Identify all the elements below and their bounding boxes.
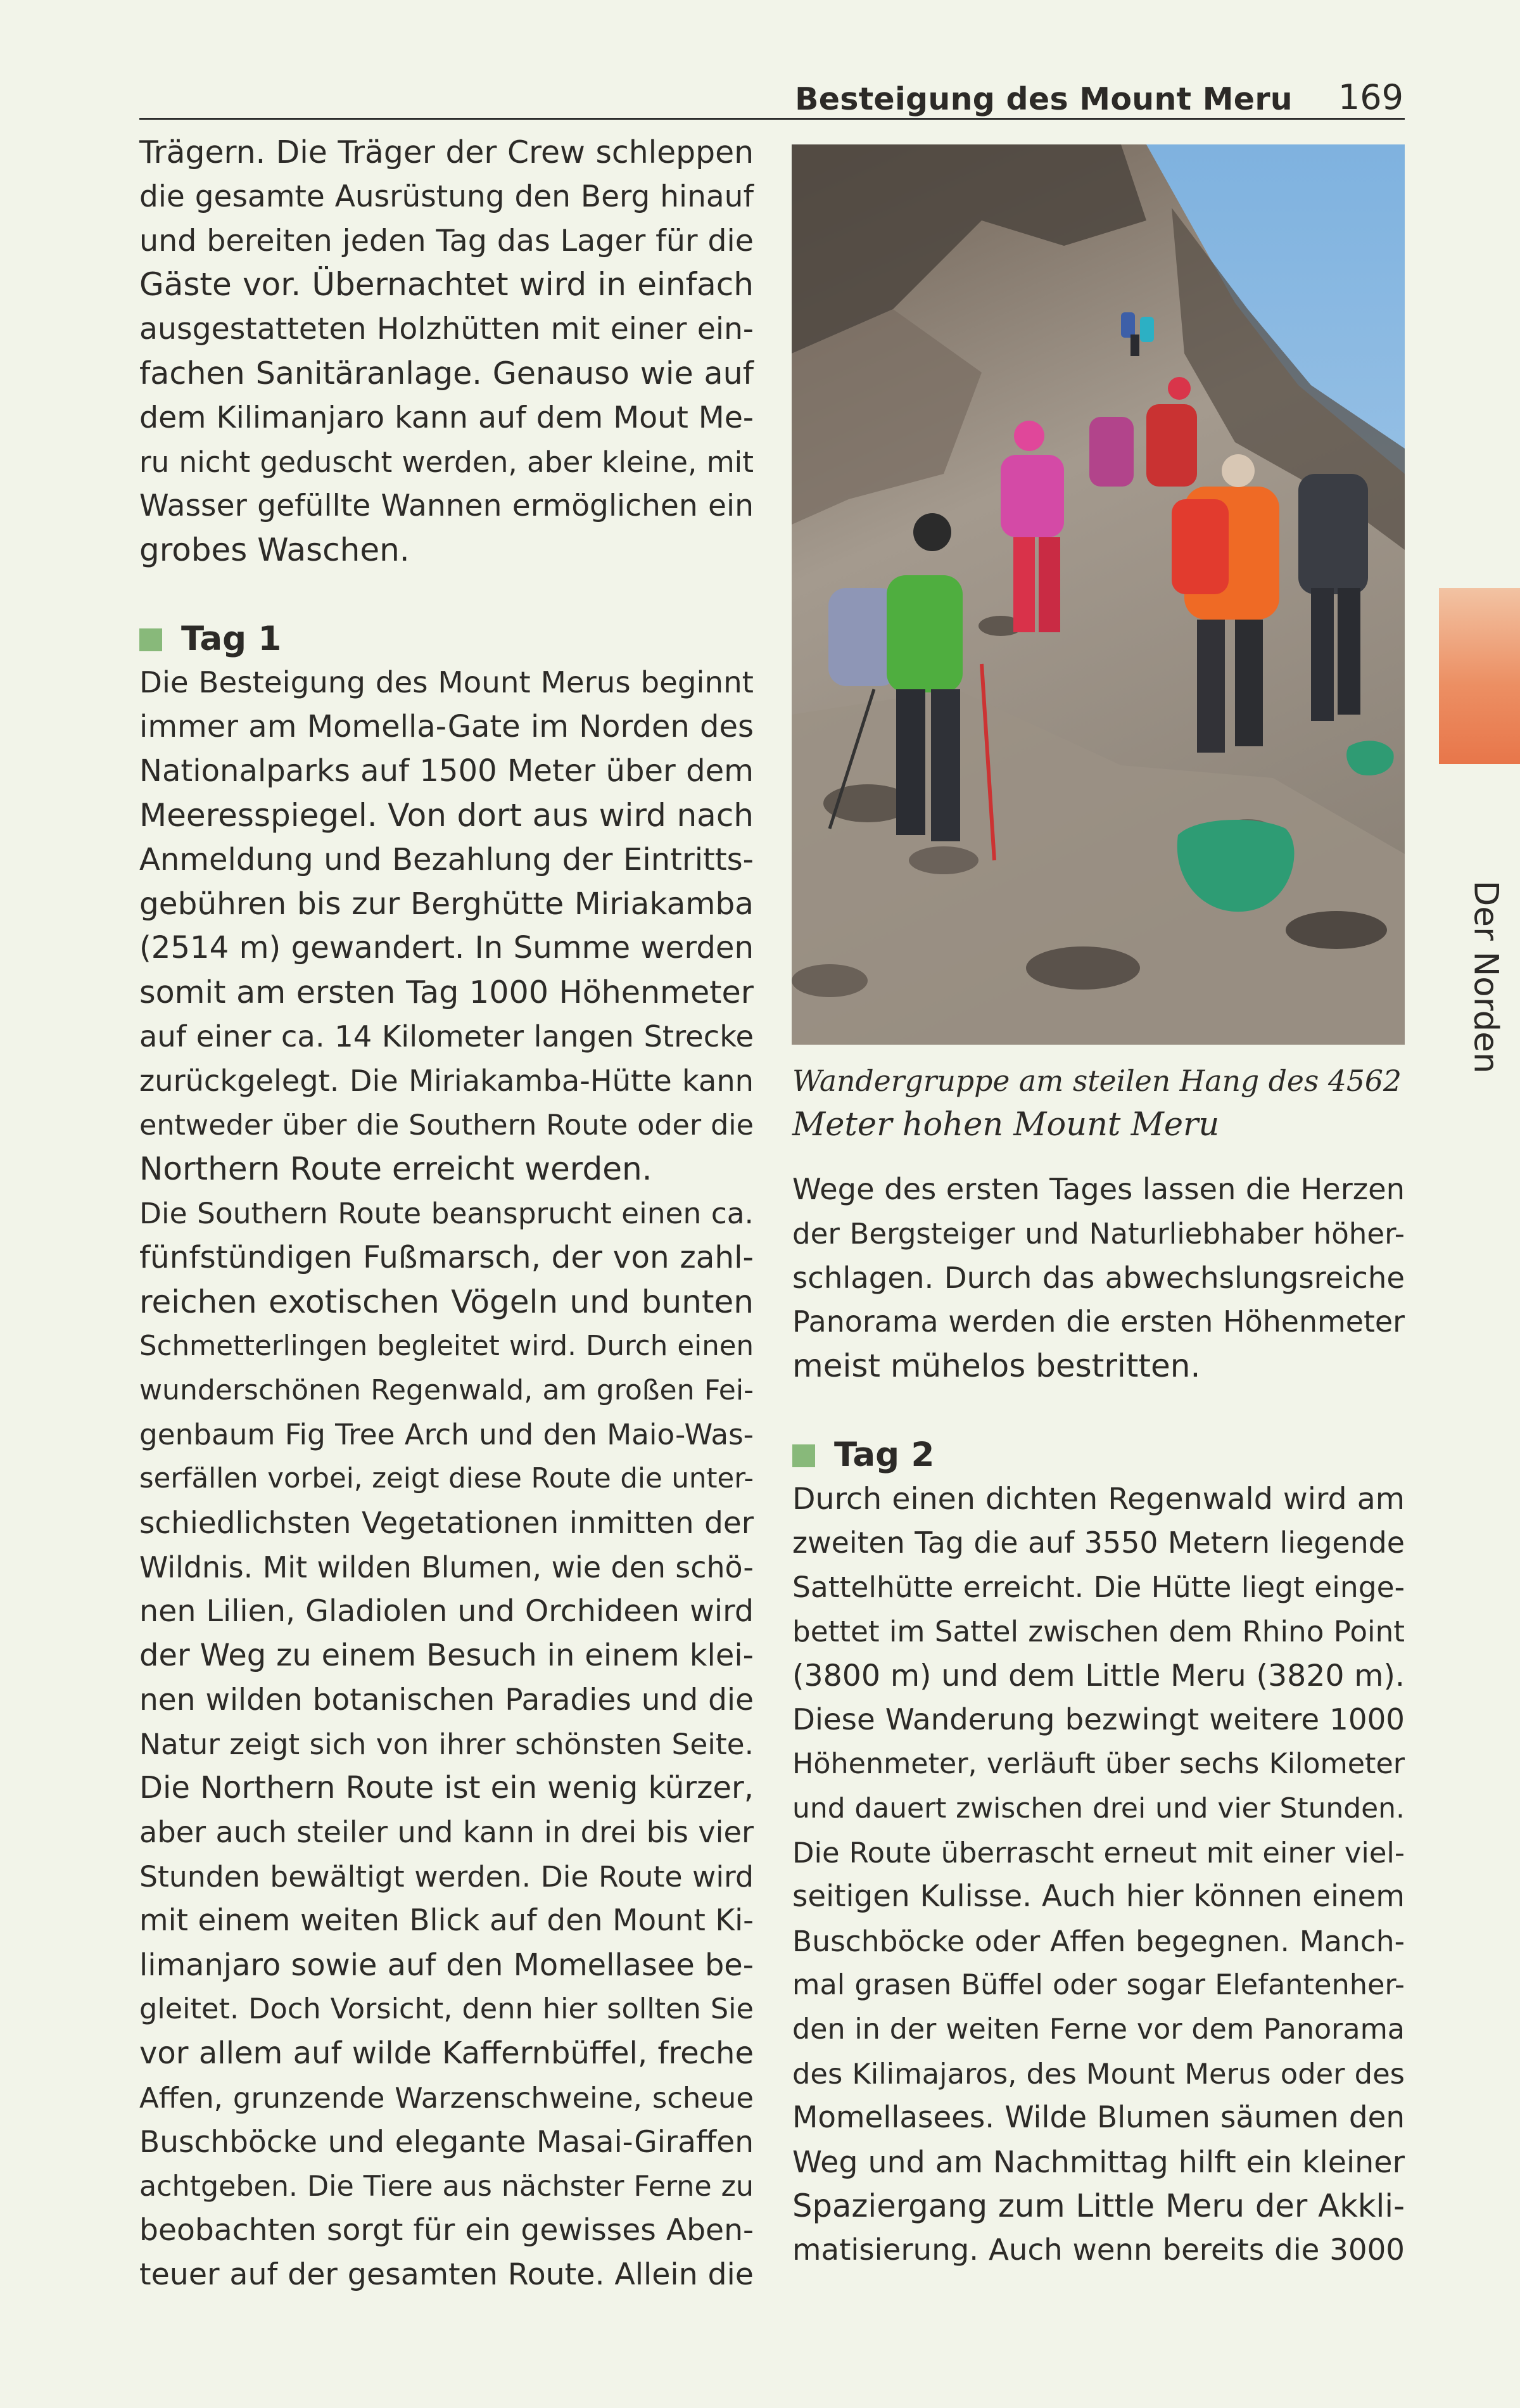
text-line: Buschböcke oder Affen begegnen. Manch-: [792, 1924, 1405, 1958]
running-header: [139, 70, 1405, 120]
text-line: (3800 m) und dem Little Meru (3820 m).: [792, 1658, 1405, 1693]
text-line: den in der weiten Ferne vor dem Panorama: [792, 2013, 1405, 2046]
text-line: Weg und am Nachmittag hilft ein kleiner: [792, 2144, 1405, 2180]
hikers-photo: [792, 144, 1405, 1045]
day2-heading-text: Tag 2: [834, 1435, 935, 1474]
text-line: Die Besteigung des Mount Merus beginnt: [139, 665, 754, 700]
text-line: ausgestatteten Holzhütten mit einer ein-: [139, 312, 754, 347]
text-line: dem Kilimanjaro kann auf dem Mout Me-: [139, 400, 754, 435]
text-line: aber auch steiler und kann in drei bis vier: [139, 1815, 754, 1850]
text-line: (2514 m) gewandert. In Summe werden: [139, 930, 754, 966]
text-line: Die Northern Route ist ein wenig kürzer,: [139, 1770, 754, 1806]
text-line: Sattelhütte erreicht. Die Hütte liegt einge-: [792, 1570, 1405, 1605]
intro-paragraph: [139, 131, 754, 573]
text-line: die gesamte Ausrüstung den Berg hinauf: [139, 179, 754, 214]
text-line: Die Southern Route beansprucht einen ca.: [139, 1197, 754, 1231]
day2-heading: [792, 1433, 1405, 1477]
text-line: Nationalparks auf 1500 Meter über dem: [139, 753, 754, 789]
text-line: Natur zeigt sich von ihrer schönsten Seite.: [139, 1727, 754, 1761]
text-line: zweiten Tag die auf 3550 Metern liegende: [792, 1526, 1405, 1560]
text-line: Northern Route erreicht werden.: [139, 1150, 652, 1188]
text-line: der Weg zu einem Besuch in einem klei-: [139, 1638, 754, 1674]
day2-paragraph: [792, 1477, 1405, 2273]
day1-paragraph: [139, 661, 754, 1192]
text-line: Wasser gefüllte Wannen ermöglichen ein: [139, 488, 754, 524]
text-line: fachen Sanitäranlage. Genauso wie auf: [139, 354, 754, 392]
caption-line: Wandergruppe am steilen Hang des 4562: [792, 1064, 1402, 1098]
text-line: Wildnis. Mit wilden Blumen, wie den schö-: [139, 1550, 754, 1584]
text-line: Meeresspiegel. Von dort aus wird nach: [139, 796, 754, 834]
text-line: und dauert zwischen drei und vier Stunden.: [792, 1792, 1405, 1825]
text-line: zurückgelegt. Die Miriakamba-Hütte kann: [139, 1063, 754, 1098]
text-line: des Kilimajaros, des Mount Merus oder des: [792, 2056, 1405, 2091]
text-line: Momellasees. Wilde Blumen säumen den: [792, 2100, 1405, 2135]
text-line: ru nicht geduscht werden, aber kleine, mit: [139, 445, 754, 479]
page-number: 169: [1338, 77, 1403, 117]
text-line: entweder über die Southern Route oder die: [139, 1109, 754, 1142]
text-line: genbaum Fig Tree Arch und den Maio-Was-: [139, 1418, 754, 1452]
text-line: schlagen. Durch das abwechslungsreiche: [792, 1260, 1405, 1295]
text-line: teuer auf der gesamten Route. Allein die: [139, 2257, 754, 2293]
text-line: meist mühelos bestritten.: [792, 1347, 1201, 1385]
text-line: Trägern. Die Träger der Crew schleppen: [139, 134, 754, 170]
text-line: grobes Waschen.: [139, 532, 410, 569]
text-line: matisierung. Auch wenn bereits die 3000: [792, 2233, 1405, 2268]
chapter-tab: [1439, 588, 1520, 764]
text-line: schiedlichsten Vegetationen inmitten der: [139, 1505, 754, 1541]
photo-caption: [792, 1059, 1405, 1147]
hikers-illustration: [792, 144, 1405, 1045]
left-column: [139, 131, 754, 2297]
text-line: Affen, grunzende Warzenschweine, scheue: [139, 2081, 754, 2115]
text-line: Durch einen dichten Regenwald wird am: [792, 1481, 1405, 1517]
text-line: Stunden bewältigt werden. Die Route wird: [139, 1860, 754, 1894]
text-line: serfällen vorbei, zeigt diese Route die unter-: [139, 1462, 754, 1494]
text-line: mal grasen Büffel oder sogar Elefantenher-: [792, 1968, 1405, 2002]
text-line: nen Lilien, Gladiolen und Orchideen wird: [139, 1594, 754, 1629]
text-line: der Bergsteiger und Naturliebhaber höher-: [792, 1216, 1405, 1251]
text-line: Buschböcke und elegante Masai-Giraffen: [139, 2124, 754, 2160]
text-line: Diese Wanderung bezwingt weitere 1000: [792, 1702, 1405, 1737]
text-line: Wege des ersten Tages lassen die Herzen: [792, 1172, 1405, 1206]
text-line: reichen exotischen Vögeln und bunten: [139, 1283, 754, 1320]
text-line: Die Route überrascht erneut mit einer viel-: [792, 1835, 1405, 1870]
square-bullet-icon: [792, 1444, 815, 1467]
text-line: wunderschönen Regenwald, am großen Fei-: [139, 1374, 754, 1407]
text-line: Spaziergang zum Little Meru der Akkli-: [792, 2188, 1405, 2225]
text-line: fünfstündigen Fußmarsch, der von zahl-: [139, 1239, 754, 1275]
text-line: Anmeldung und Bezahlung der Eintritts-: [139, 841, 754, 877]
text-line: Panorama werden die ersten Höhenmeter: [792, 1304, 1405, 1339]
text-line: seitigen Kulisse. Auch hier können einem: [792, 1879, 1405, 1914]
text-line: immer am Momella-Gate im Norden des: [139, 709, 754, 745]
text-line: achtgeben. Die Tiere aus nächster Ferne zu: [139, 2170, 754, 2203]
text-line: nen wilden botanischen Paradies und die: [139, 1682, 754, 1717]
text-line: limanjaro sowie auf den Momellasee be-: [139, 1947, 754, 1983]
text-line: beobachten sorgt für ein gewisses Aben-: [139, 2213, 754, 2248]
text-line: somit am ersten Tag 1000 Höhenmeter: [139, 974, 754, 1011]
text-line: gleitet. Doch Vorsicht, denn hier sollten Sie: [139, 1992, 754, 2026]
text-line: Gäste vor. Übernachtet wird in einfach: [139, 266, 754, 303]
caption-line: Meter hohen Mount Meru: [792, 1106, 1220, 1143]
chapter-label: Der Norden: [1466, 880, 1505, 1074]
square-bullet-icon: [139, 628, 162, 651]
day1-heading: [139, 617, 754, 661]
text-line: Schmetterlingen begleitet wird. Durch einen: [139, 1330, 754, 1362]
text-line: gebühren bis zur Berghütte Miriakamba: [139, 886, 754, 922]
text-line: und bereiten jeden Tag das Lager für die: [139, 223, 754, 258]
right-column: [792, 1168, 1405, 2273]
text-line: bettet im Sattel zwischen dem Rhino Point: [792, 1614, 1405, 1648]
section-title: Besteigung des Mount Meru: [795, 81, 1293, 117]
continuation-paragraph: [792, 1168, 1405, 1389]
day1-paragraph-2: [139, 1192, 754, 2297]
text-line: mit einem weiten Blick auf den Mount Ki-: [139, 1903, 754, 1938]
day1-heading-text: Tag 1: [181, 619, 282, 658]
text-line: vor allem auf wilde Kaffernbüffel, freche: [139, 2035, 754, 2072]
text-line: auf einer ca. 14 Kilometer langen Strecke: [139, 1019, 754, 1054]
text-line: Höhenmeter, verläuft über sechs Kilometer: [792, 1748, 1405, 1781]
